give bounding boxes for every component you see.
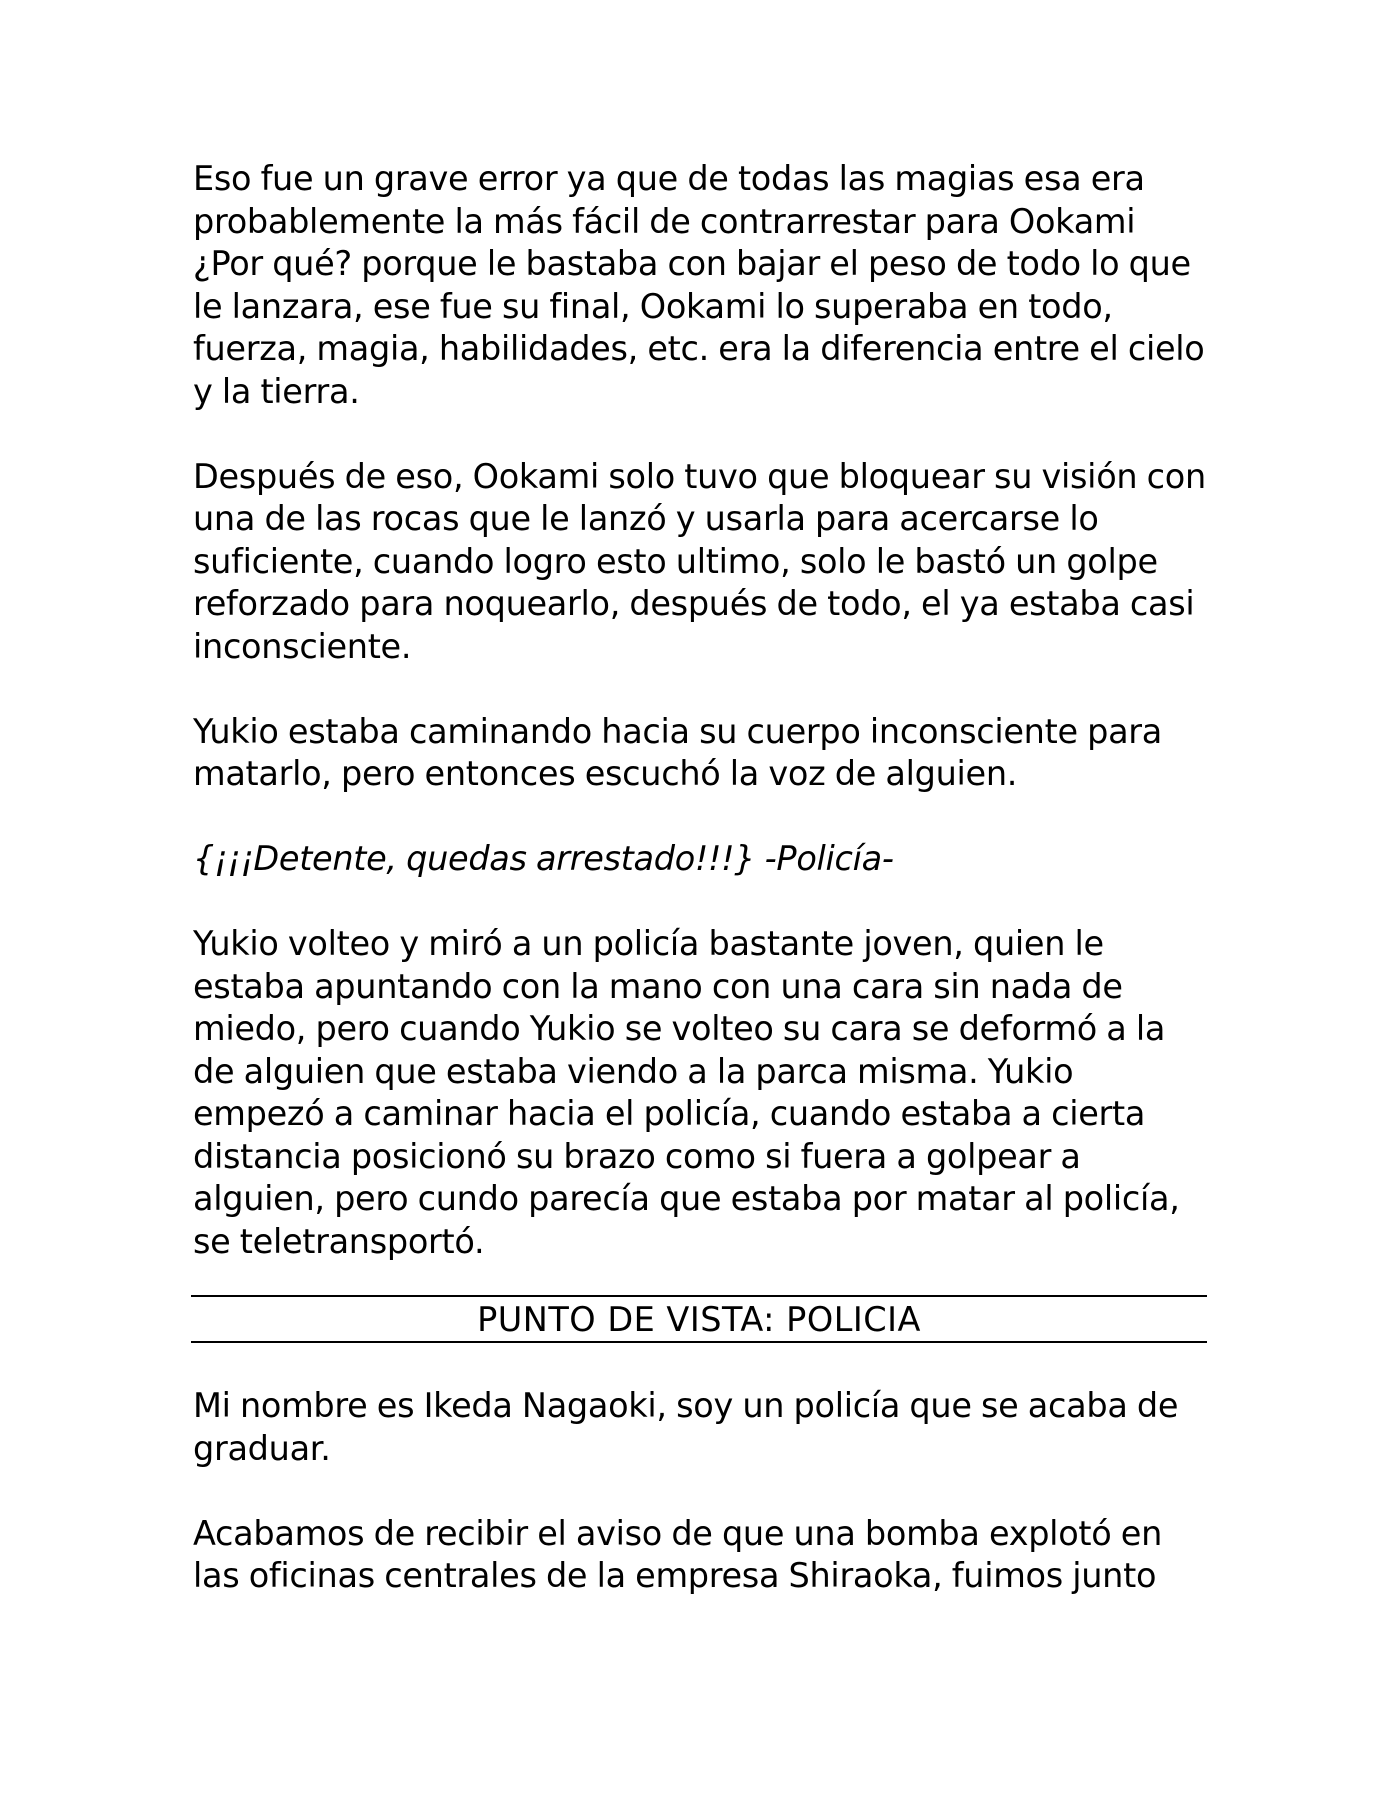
paragraph-1: Eso fue un grave error ya que de todas las magias esa era probablemente la más fácil de contrarrestar para Ookami ¿Por qué? porque le bastaba con bajar el peso de todo lo que le lanzara, ese fue su final, Ookami lo superaba en todo, fuerza, magia, habilidades, etc. era la diferencia entre el cielo y la tierra. xyxy=(193,159,1205,411)
paragraph-2: Después de eso, Ookami solo tuvo que bloquear su visión con una de las rocas que le lanzó y usarla para acercarse lo suficiente, cuando logro esto ultimo, solo le bastó un golpe reforzado para noquearlo, después de todo, el ya estaba casi inconsciente. xyxy=(193,456,1206,666)
document-page xyxy=(193,158,1213,1598)
paragraph-3: Yukio estaba caminando hacia su cuerpo inconsciente para matarlo, pero entonces escuchó la voz de alguien. xyxy=(193,711,1162,793)
paragraph-5: Yukio volteo y miró a un policía bastante joven, quien le estaba apuntando con la mano con una cara sin nada de miedo, pero cuando Yukio se volteo su cara se deformó a la de alguien que estaba viendo a la parca misma. Yukio empezó a caminar hacia el policía, cuando estaba a cierta distancia posicionó su brazo como si fuera a golpear a alguien, pero cundo parecía que estaba por matar al policía, se teletransportó. xyxy=(193,924,1180,1261)
section-header xyxy=(191,1295,1207,1343)
paragraph-6: Mi nombre es Ikeda Nagaoki, soy un policía que se acaba de graduar. xyxy=(193,1386,1179,1468)
paragraph-7: Acabamos de recibir el aviso de que una bomba explotó en las oficinas centrales de la empresa Shiraoka, fuimos junto xyxy=(193,1513,1163,1595)
section-header-text: PUNTO DE VISTA: POLICIA xyxy=(477,1299,921,1339)
dialogue-line: {¡¡¡Detente, quedas arrestado!!!} -Policía- xyxy=(193,839,894,878)
